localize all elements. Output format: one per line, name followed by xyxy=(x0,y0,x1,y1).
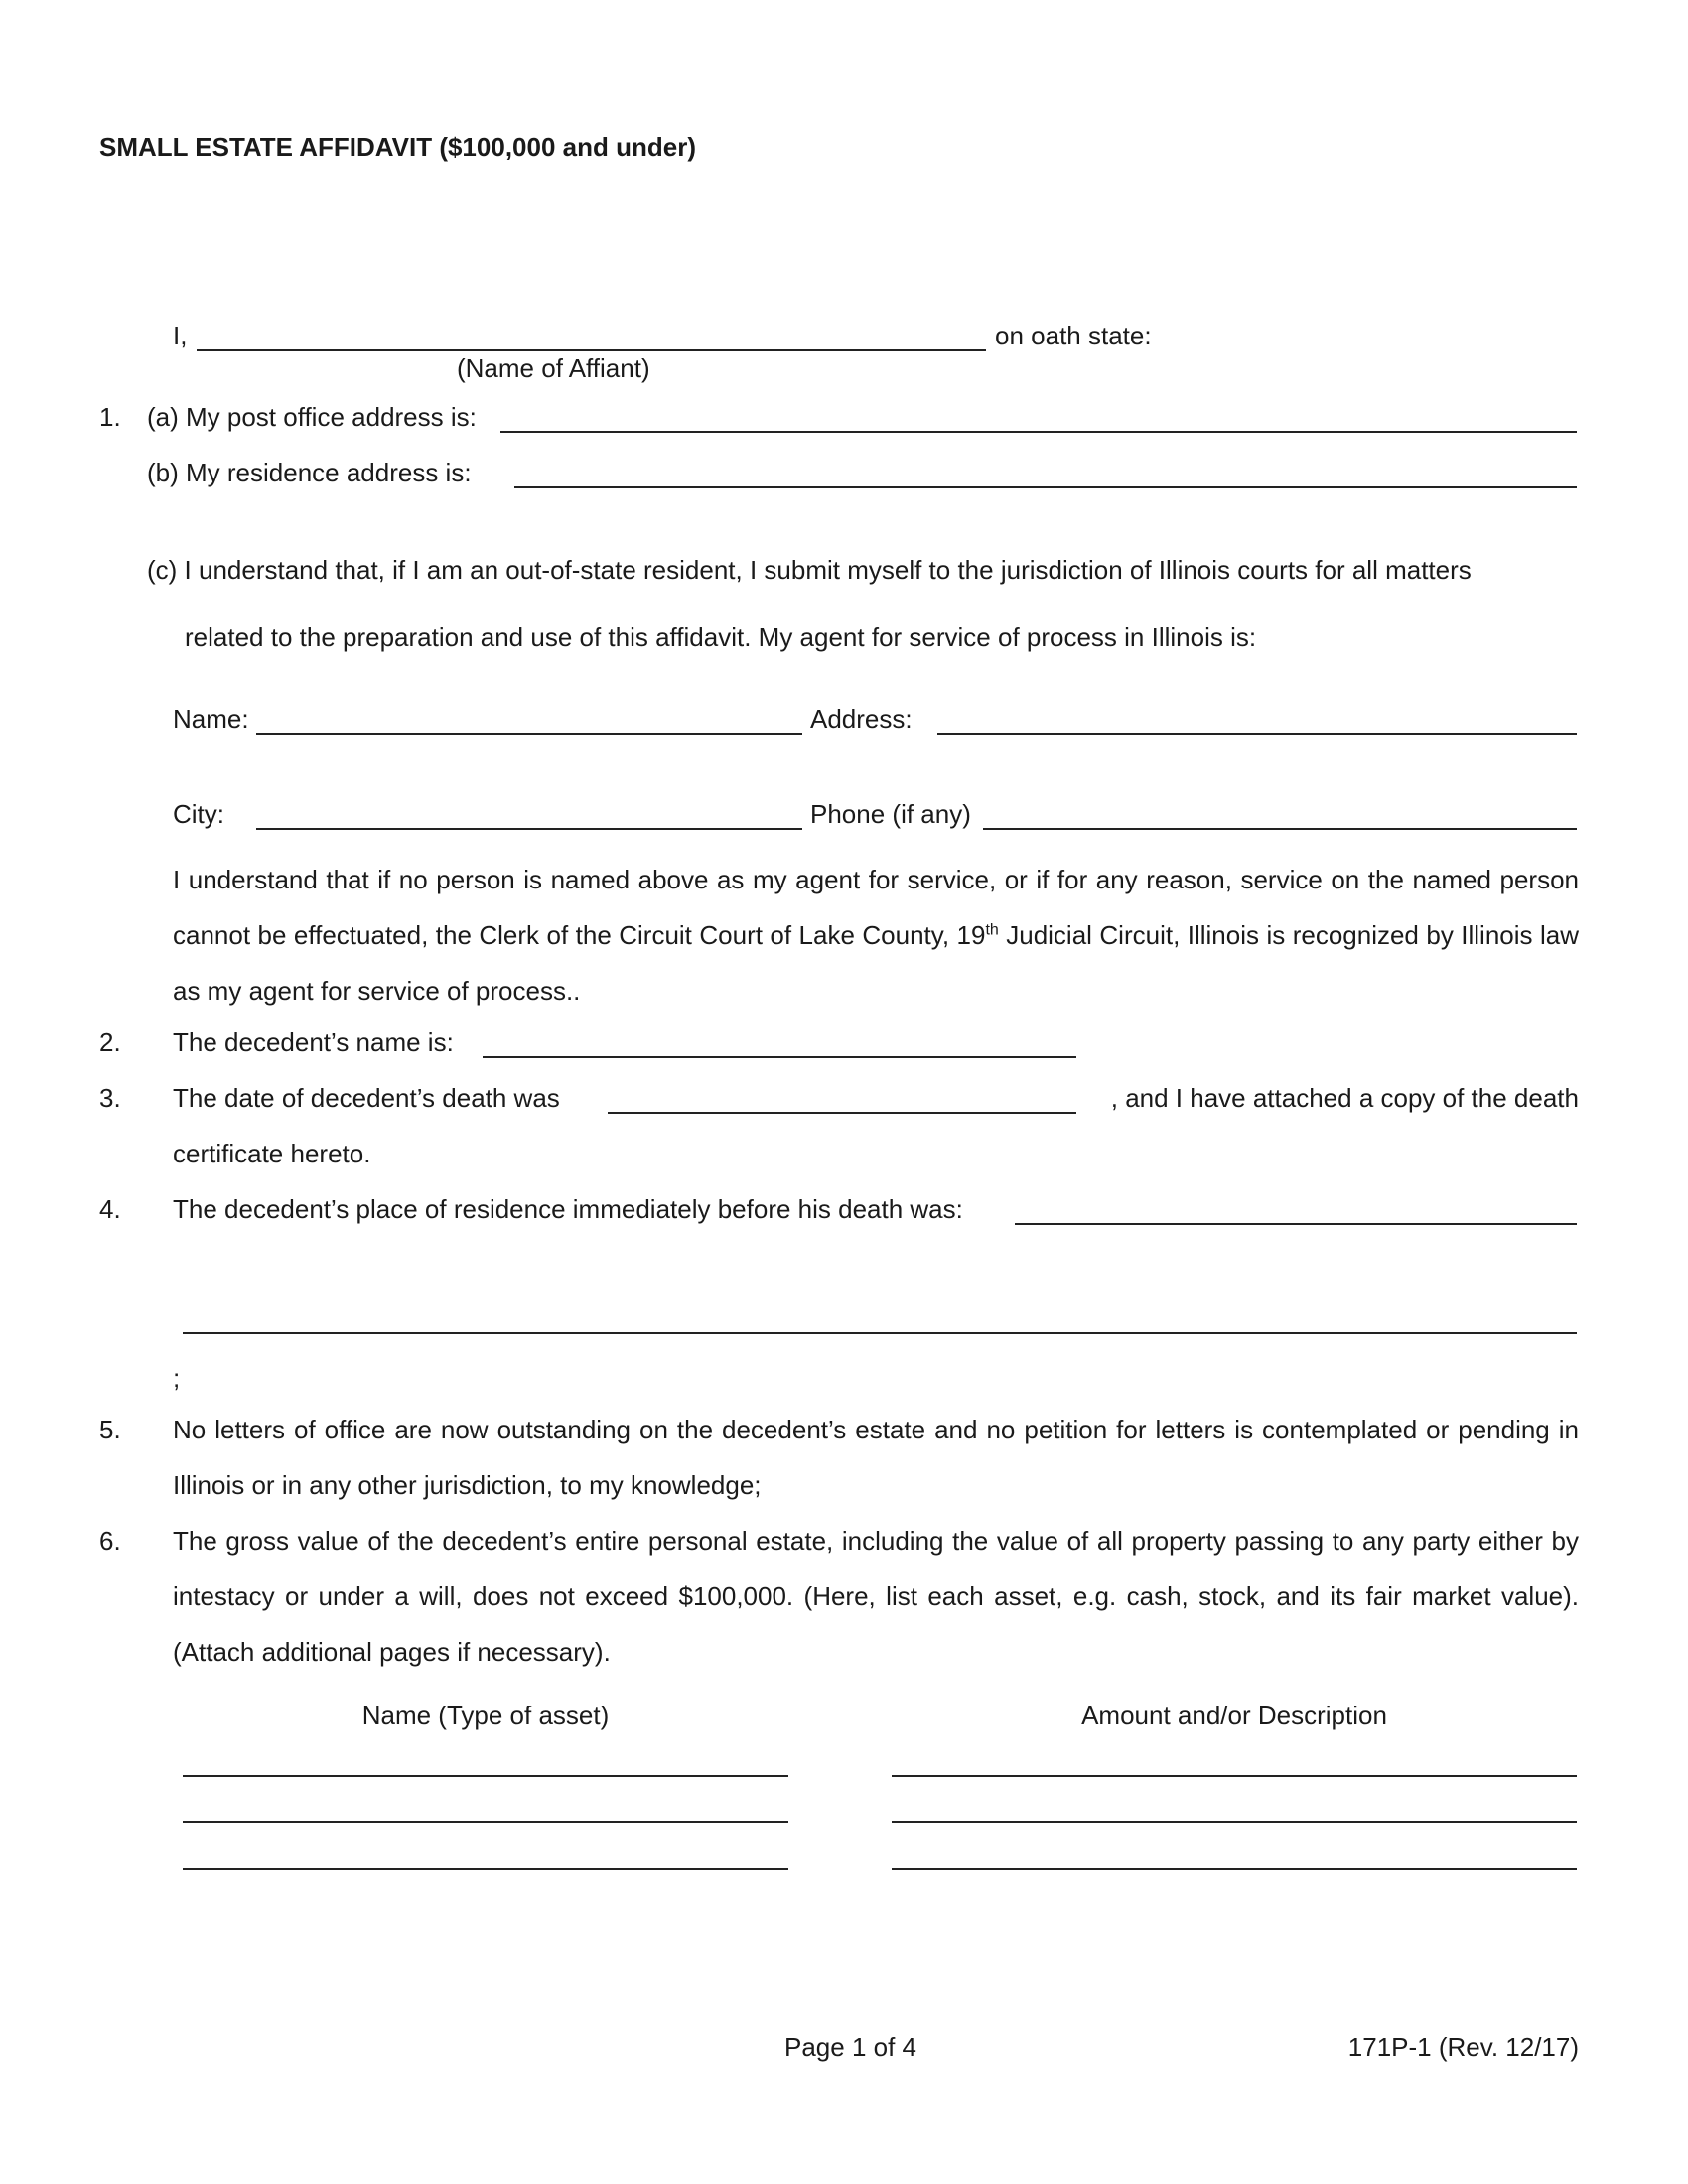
residence-before-death-label: The decedent’s place of residence immediately before his death was: xyxy=(173,1194,963,1224)
post-office-label: (a) My post office address is: xyxy=(147,402,477,432)
agent-address-line[interactable] xyxy=(937,733,1577,735)
asset-name-line-2[interactable] xyxy=(183,1821,788,1823)
agent-city-line[interactable] xyxy=(256,828,802,830)
item4-number: 4. xyxy=(99,1194,121,1224)
asset-name-line-3[interactable] xyxy=(183,1868,788,1870)
death-date-label: The date of decedent’s death was xyxy=(173,1083,560,1113)
asset-amount-line-3[interactable] xyxy=(892,1868,1577,1870)
residence-before-death-line-2[interactable] xyxy=(183,1332,1577,1334)
decedent-name-line[interactable] xyxy=(483,1056,1076,1058)
asset-name-line-1[interactable] xyxy=(183,1775,788,1777)
item3-number: 3. xyxy=(99,1083,121,1113)
residence-label: (b) My residence address is: xyxy=(147,458,472,487)
agent-address-label: Address: xyxy=(810,704,913,734)
document-title: SMALL ESTATE AFFIDAVIT ($100,000 and under) xyxy=(99,132,696,162)
death-cert-text: , and I have attached a copy of the death xyxy=(1110,1083,1579,1113)
residence-before-death-line[interactable] xyxy=(1015,1223,1577,1225)
item1c-line2: related to the preparation and use of this affidavit. My agent for service of process in Illinois is: xyxy=(185,622,1257,652)
asset-name-header: Name (Type of asset) xyxy=(361,1701,610,1730)
agent-phone-label: Phone (if any) xyxy=(810,799,971,829)
intro-suffix: on oath state: xyxy=(995,321,1152,350)
item6-number: 6. xyxy=(99,1526,121,1556)
footer-form-id: 171P-1 (Rev. 12/17) xyxy=(1347,2032,1579,2062)
agent-phone-line[interactable] xyxy=(983,828,1577,830)
affiant-caption: (Name of Affiant) xyxy=(457,353,650,383)
item6-text: The gross value of the decedent’s entire personal estate, including the value of all property passing to any party either by intestacy or under a will, does not exceed $100,000. (Here, list each asset, e.g. cash, stock, and its fair market value). (Attach additional pages if necessary). xyxy=(173,1526,1579,1667)
item4-semicolon: ; xyxy=(173,1363,181,1393)
footer-page-number: Page 1 of 4 xyxy=(784,2032,916,2062)
item1-number: 1. xyxy=(99,402,121,432)
death-cert-cont: certificate hereto. xyxy=(173,1139,371,1168)
intro-prefix: I, xyxy=(173,321,188,350)
agent-name-label: Name: xyxy=(173,704,249,734)
clerk-paragraph: I understand that if no person is named above as my agent for service, or if for any reason, service on the named person cannot be effectuated, the Clerk of the Circuit Court of Lake County, 19th Judicial Circuit, Illinois is recognized by Illinois law as my agent for service of process.. xyxy=(173,865,1579,1006)
asset-amount-line-2[interactable] xyxy=(892,1821,1577,1823)
asset-amount-header: Amount and/or Description xyxy=(1081,1701,1387,1730)
residence-address-line[interactable] xyxy=(514,486,1577,488)
decedent-name-label: The decedent’s name is: xyxy=(173,1027,454,1057)
death-date-line[interactable] xyxy=(608,1112,1076,1114)
item1c-line1: (c) I understand that, if I am an out-of-state resident, I submit myself to the jurisdiction of Illinois courts for all matters xyxy=(147,555,1472,585)
item5-number: 5. xyxy=(99,1415,121,1444)
item2-number: 2. xyxy=(99,1027,121,1057)
affiant-name-line[interactable] xyxy=(197,349,986,351)
agent-name-line[interactable] xyxy=(256,733,802,735)
item5-text: No letters of office are now outstanding on the decedent’s estate and no petition for letters is contemplated or pending in Illinois or in any other jurisdiction, to my knowledge; xyxy=(173,1415,1579,1500)
asset-amount-line-1[interactable] xyxy=(892,1775,1577,1777)
post-office-address-line[interactable] xyxy=(500,431,1577,433)
agent-city-label: City: xyxy=(173,799,224,829)
